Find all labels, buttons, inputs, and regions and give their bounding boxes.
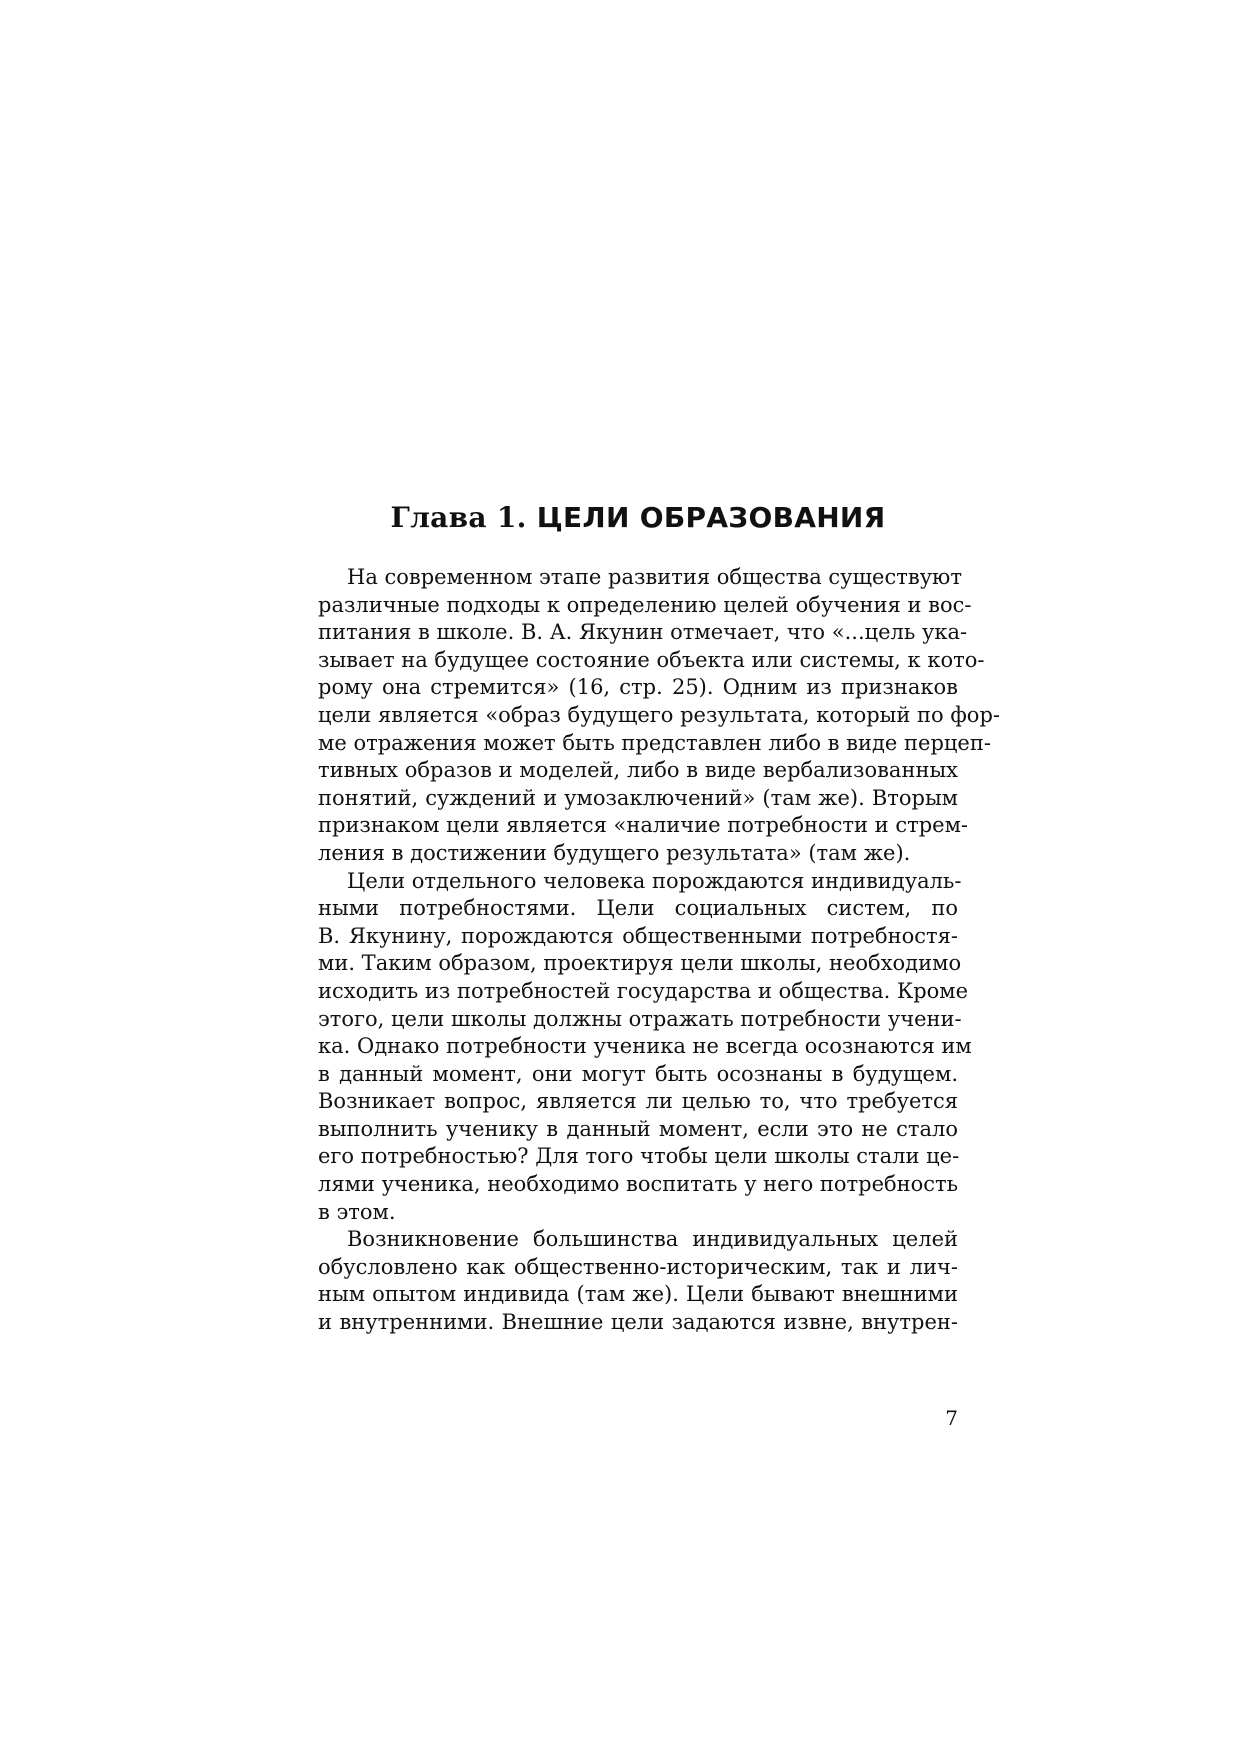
chapter-body [318, 564, 1000, 1337]
text-line: ными потребностями. Цели социальных систем, по [318, 896, 958, 921]
text-line: выполнить ученику в данный момент, если это не стало [318, 1116, 958, 1141]
text-line: тивных образов и моделей, либо в виде вербализованных [318, 758, 958, 783]
text-line: в этом. [318, 1199, 396, 1224]
text-line: ми. Таким образом, проектируя цели школы, необходимо [318, 951, 962, 976]
chapter-heading: ЦЕЛИ ОБРАЗОВАНИЯ [536, 501, 886, 534]
text-line: цели является «образ будущего результата, который по фор- [318, 702, 1000, 727]
text-line: понятий, суждений и умозаключений» (там же). Вторым [318, 785, 958, 810]
text-line: исходить из потребностей государства и общества. Кроме [318, 978, 969, 1003]
text-line: рому она стремится» (16, стр. 25). Одним из признаков [318, 675, 958, 700]
text-line: Цели отдельного человека порождаются индивидуаль- [347, 868, 962, 893]
page-number: 7 [945, 1406, 958, 1430]
text-line: Возникает вопрос, является ли целью то, что требуется [318, 1089, 958, 1114]
chapter-label: Глава 1. [390, 501, 527, 534]
text-line: ка. Однако потребности ученика не всегда осознаются им [318, 1034, 972, 1059]
text-line: обусловлено как общественно-историческим, так и лич- [318, 1254, 958, 1279]
chapter-title [318, 498, 958, 538]
text-line: В. Якунину, порождаются общественными потребностя- [318, 923, 958, 948]
text-line: питания в школе. В. А. Якунин отмечает, что «...цель ука- [318, 620, 968, 645]
text-line: зывает на будущее состояние объекта или системы, к кото- [318, 647, 985, 672]
paragraph-3 [318, 1226, 958, 1336]
paragraph-2 [318, 868, 972, 1227]
text-line: признаком цели является «наличие потребности и стрем- [318, 813, 969, 838]
paragraph-1 [318, 564, 1000, 868]
text-line: его потребностью? Для того чтобы цели школы стали це- [318, 1144, 960, 1169]
text-line: в данный момент, они могут быть осознаны в будущем. [318, 1061, 958, 1086]
text-line: различные подходы к определению целей обучения и вос- [318, 592, 972, 617]
text-line: ме отражения может быть представлен либо в виде перцеп- [318, 730, 991, 755]
text-line: Возникновение большинства индивидуальных целей [347, 1227, 958, 1252]
text-line: лями ученика, необходимо воспитать у него потребность [318, 1172, 959, 1197]
text-line: На современном этапе развития общества существуют [347, 565, 962, 589]
text-line: и внутренними. Внешние цели задаются извне, внутрен- [318, 1310, 958, 1335]
text-line: ным опытом индивида (там же). Цели бывают внешними [318, 1282, 958, 1307]
text-line: этого, цели школы должны отражать потребности учени- [318, 1006, 962, 1031]
text-line: ления в достижении будущего результата» (там же). [318, 840, 911, 865]
